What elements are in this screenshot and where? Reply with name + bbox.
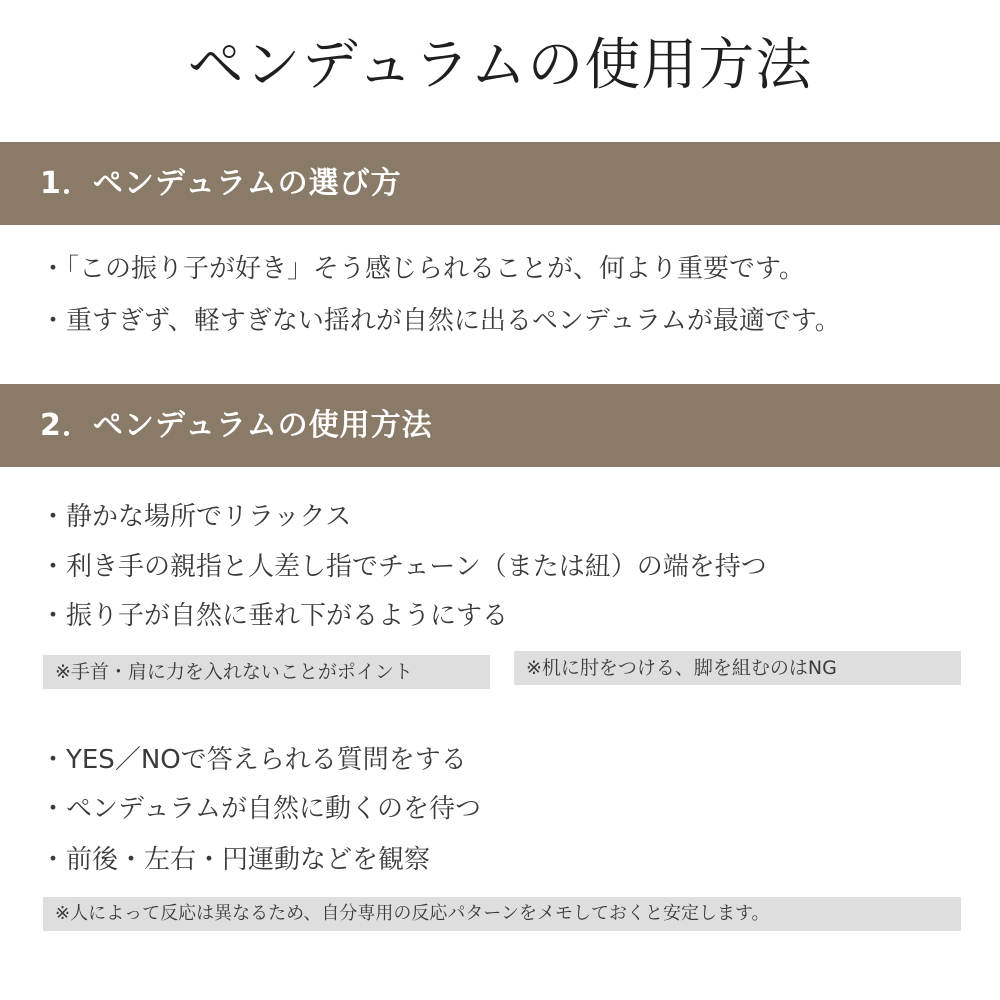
section-2-item: ・YES／NOで答えられる質問をする <box>40 745 467 775</box>
section-1-item: ・「この振り子が好き」そう感じられることが、何より重要です。 <box>40 254 805 284</box>
section-1-heading: 1．ペンデュラムの選び方 <box>0 142 1000 225</box>
note-elbow-legs: ※机に肘をつける、脚を組むのはNG <box>514 651 961 685</box>
page-title: ペンデュラムの使用方法 <box>187 33 813 98</box>
section-2-heading: 2．ペンデュラムの使用方法 <box>0 384 1000 467</box>
section-2-item: ・利き手の親指と人差し指でチェーン（または紐）の端を持つ <box>40 552 767 582</box>
section-2-item: ・前後・左右・円運動などを観察 <box>40 845 431 875</box>
section-2-item: ・ペンデュラムが自然に動くのを待つ <box>40 794 481 824</box>
section-2-item: ・振り子が自然に垂れ下がるようにする <box>40 601 509 631</box>
note-reaction-pattern: ※人によって反応は異なるため、自分専用の反応パターンをメモしておくと安定します。 <box>43 897 961 931</box>
section-1-item: ・重すぎず、軽すぎない揺れが自然に出るペンデュラムが最適です。 <box>40 306 841 336</box>
section-2-item: ・静かな場所でリラックス <box>40 502 352 532</box>
note-wrist-shoulder: ※手首・肩に力を入れないことがポイント <box>43 655 490 689</box>
